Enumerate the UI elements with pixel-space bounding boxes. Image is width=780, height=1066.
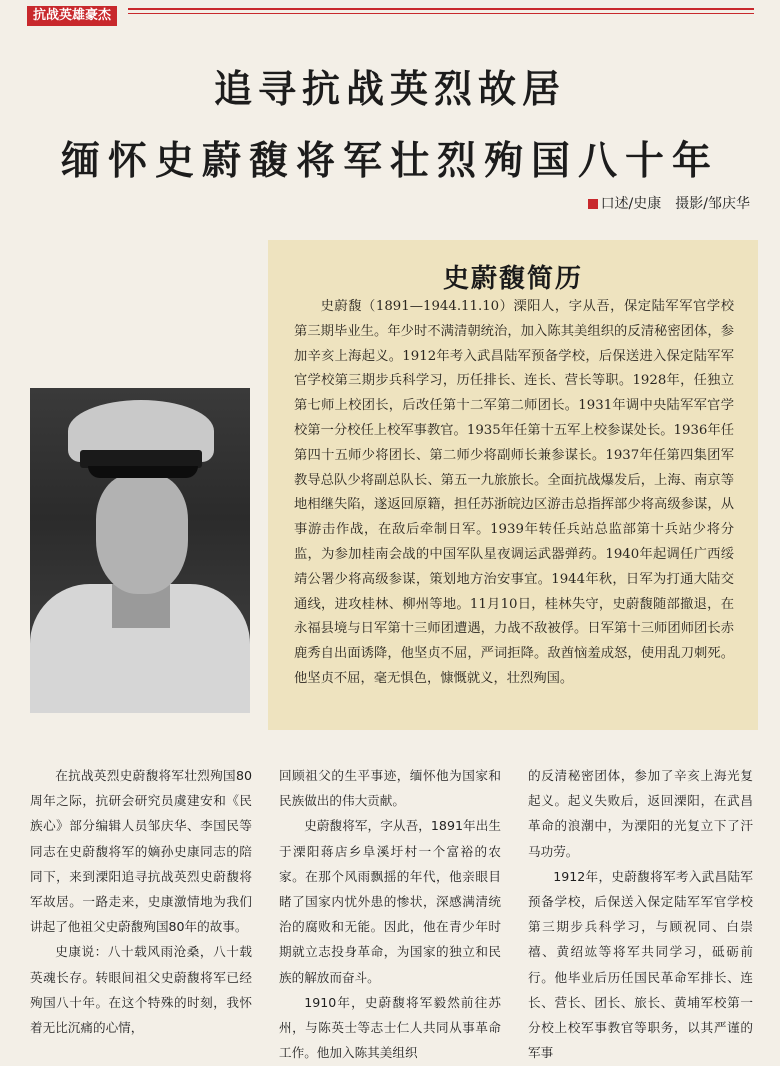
body-column-2 (279, 763, 501, 1063)
portrait-cap-visor (88, 466, 198, 478)
biography-box (268, 240, 758, 730)
paragraph: 1912年，史蔚馥将军考入武昌陆军预备学校，后保送入保定陆军军官学校第三期步兵科学习，与顾祝同、白崇禧、黄绍竑等将军共同学习，砥砺前行。他毕业后历任国民革命军排长、连长、营长、团长、旅长、黄埔军校第一分校上校军事教官等职务，以其严谨的军事 (528, 868, 753, 1061)
biography-text: 史蔚馥（1891—1944.11.10）溧阳人，字从吾，保定陆军军官学校第三期毕业生。年少时不满清朝统治，加入陈其美组织的反清秘密团体，参加辛亥上海起义。1912年考入武昌陆军预备学校，后保送进入保定陆军军官学校第三期步兵科学习，历任排长、连长、营长等职。1928年，任独立第七师上校团长，后改任第十二军第二师团长。1931年调中央陆军军官学校第一分校任上校军事教官。1935年任第十五军上校参谋处长。1936年任第四十五师少将团长、第二师少将副师长兼参谋长。1937年任第四集团军教导总队少将副总队长、第五一九旅旅长。全面抗战爆发后，上海、南京等地相继失陷，遂返回原籍，担任苏浙皖边区游击总指挥部少将高级参谋，从事游击作战，在敌后牵制日军。1939年转任兵站总监部第十兵站少将分监，为参加桂南会战的中国军队星夜调运武器弹药。1940年起调任广西绥靖公署少将高级参谋，策划地方治安事宜。1944年秋，日军为打通大陆交通线，进攻桂林、柳州等地。11月10日，桂林失守，史蔚馥随部撤退，在永福县境与日军第十三师团遭遇，力战不敌被俘。日军第十三师团师团长赤鹿秀自出面诱降，他坚贞不屈，严词拒降。敌酋恼羞成怒，使用乱刀刺死。他坚贞不屈，毫无惧色，慷慨就义，壮烈殉国。 (294, 299, 734, 686)
paragraph: 回顾祖父的生平事迹，缅怀他为国家和民族做出的伟大贡献。 (279, 768, 501, 809)
section-tag: 抗战英雄豪杰 (27, 6, 117, 26)
header-rule (128, 8, 754, 10)
paragraph: 在抗战英烈史蔚馥将军壮烈殉国80周年之际，抗研会研究员虞建安和《民族心》部分编辑人员邹庆华、李国民等同志在史蔚馥将军的嫡孙史康同志的陪同下，来到溧阳追寻抗战英烈史蔚馥将军故居。一路走来，史康激情地为我们讲起了他祖父史蔚馥殉国80年的故事。 (30, 768, 252, 935)
byline-square-icon (588, 199, 598, 209)
paragraph: 的反清秘密团体，参加了辛亥上海光复起义。起义失败后，返回溧阳，在武昌革命的浪潮中，为溧阳的光复立下了汗马功劳。 (528, 768, 753, 859)
article-title-line1: 追寻抗战英烈故居 (213, 66, 566, 111)
portrait-photo (30, 388, 250, 713)
byline-text: 口述/史康 摄影/邹庆华 (600, 196, 750, 212)
header-bar (0, 0, 780, 30)
byline (588, 193, 750, 213)
article-title-line2: 缅怀史蔚馥将军壮烈殉国八十年 (60, 138, 719, 184)
paragraph: 史蔚馥将军，字从吾，1891年出生于溧阳蒋店乡阜溪圩村一个富裕的农家。在那个风雨飘摇的年代，他亲眼目睹了国家内忧外患的惨状，深感满清统治的腐败和无能。因此，他在青少年时期就立志投身革命，为国家的独立和民族的解放而奋斗。 (279, 818, 501, 985)
body-column-3 (528, 763, 753, 1063)
portrait-face (96, 474, 188, 594)
biography-heading: 史蔚馥简历 (442, 264, 583, 294)
paragraph: 1910年，史蔚馥将军毅然前往苏州，与陈英士等志士仁人共同从事革命工作。他加入陈其美组织 (279, 994, 501, 1061)
body-column-1 (30, 763, 252, 1063)
paragraph: 史康说：八十载风雨沧桑，八十载英魂长存。转眼间祖父史蔚馥将军已经殉国八十年。在这个特殊的时刻，我怀着无比沉痛的心情， (30, 944, 252, 1036)
header-rule-thin (128, 13, 754, 14)
